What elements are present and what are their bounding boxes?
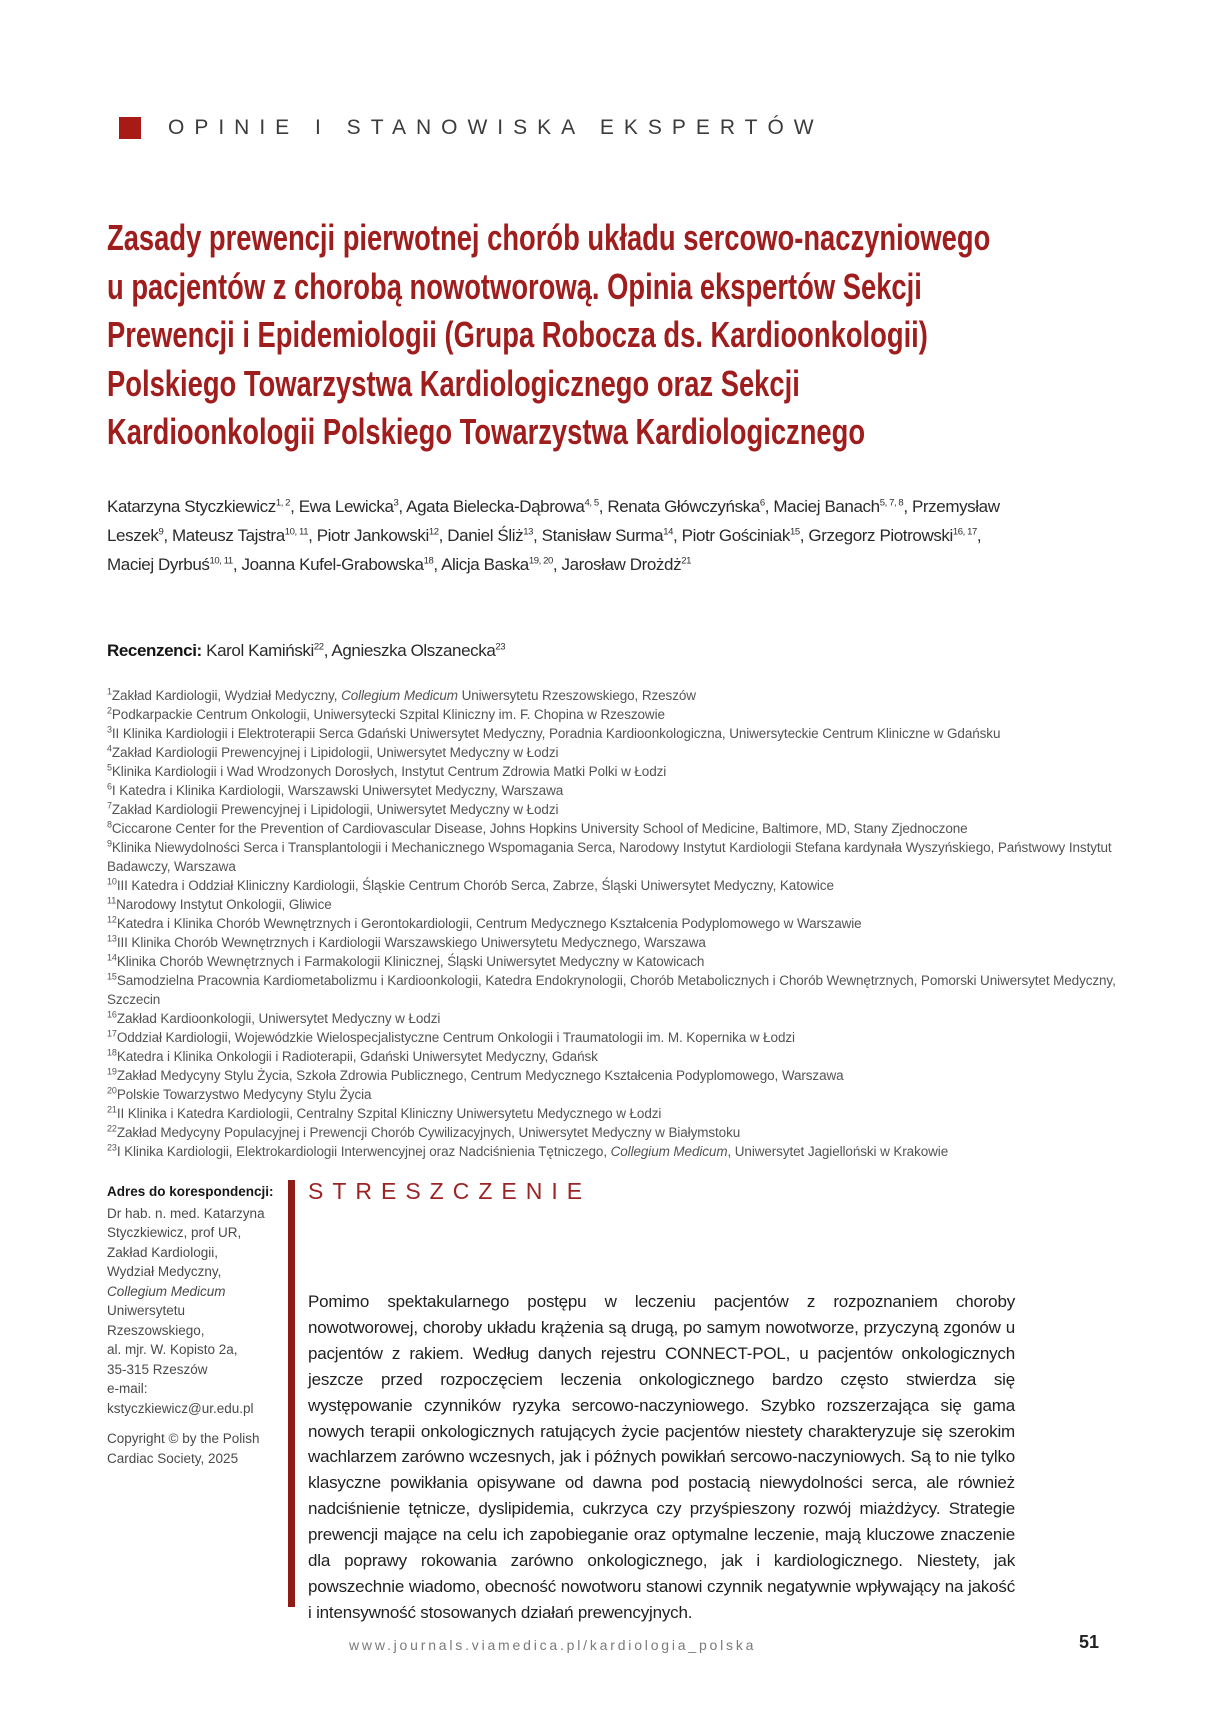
affiliation-item: $^4$Zakład Kardiologii Prewencyjnej i Lipidologii, Uniwersytet Medyczny w Łodzi (107, 743, 559, 760)
affiliation-number: 16 (107, 1009, 117, 1020)
affiliation-item: $^9$Klinika Niewydolności Serca i Transplantologii i Mechanicznego Wspomagania Serca, Narodowy Instytut Kardiologii Stefana kardynała Wyszyńskiego, Państwowy Instytut Badawczy, Warszawa (107, 838, 1112, 874)
person-name: Piotr Gościniak$^{15}$ (681, 526, 800, 545)
text-line: Wydział Medyczny, (107, 1264, 222, 1279)
affiliation-item: $^{10}$III Katedra i Oddział Kliniczny Kardiologii, Śląskie Centrum Chorób Serca, Zabrze, Śląski Uniwersytet Medyczny, Katowice (107, 876, 834, 893)
abstract-accent-bar (288, 1180, 295, 1607)
correspondence-heading: Adres do korespondencji: (107, 1184, 274, 1199)
affiliation-number: 19 (107, 1066, 117, 1077)
affiliation-item: $^7$Zakład Kardiologii Prewencyjnej i Lipidologii, Uniwersytet Medyczny w Łodzi (107, 800, 559, 817)
abstract-heading: STRESZCZENIE (308, 1178, 592, 1204)
affiliation-number: 5 (107, 762, 112, 773)
affiliation-item: $^6$I Katedra i Klinika Kardiologii, Warszawski Uniwersytet Medyczny, Warszawa (107, 781, 564, 798)
text-line: kstyczkiewicz@ur.edu.pl (107, 1400, 254, 1416)
affiliation-superscript: 16, 17 (952, 526, 977, 538)
affiliation-number: 22 (107, 1123, 117, 1134)
affiliation-superscript: 23 (495, 641, 506, 653)
person-name: Karol Kamiński$^{22}$ (206, 641, 324, 660)
affiliation-item: $^1$Zakład Kardiologii, Wydział Medyczny, Collegium Medicum Uniwersytetu Rzeszowskiego, Rzeszów (107, 686, 696, 703)
affiliation-item: $^{12}$Katedra i Klinika Chorób Wewnętrznych i Gerontokardiologii, Centrum Medycznego Kształcenia Podyplomowego w Warszawie (107, 914, 862, 931)
person-name: Maciej Banach$^{5, 7, 8}$ (773, 497, 904, 516)
affiliation-item: $^{17}$Oddział Kardiologii, Wojewódzkie Wielospecjalistyczne Centrum Onkologii i Traumatologii im. M. Kopernika w Łodzi (107, 1028, 795, 1045)
person-name: Grzegorz Piotrowski$^{16, 17}$ (808, 526, 977, 545)
section-marker-square-icon (119, 117, 141, 139)
affiliation-item: $^5$Klinika Kardiologii i Wad Wrodzonych Dorosłych, Instytut Centrum Zdrowia Matki Polki w Łodzi (107, 762, 667, 779)
affiliation-number: 17 (107, 1028, 117, 1039)
page-number: 51 (1079, 1632, 1100, 1652)
article-title (107, 214, 990, 457)
affiliation-number: 13 (107, 933, 117, 944)
italic-term: Collegium Medicum (107, 1283, 226, 1299)
affiliation-number: 14 (107, 952, 117, 963)
affiliation-number: 18 (107, 1047, 117, 1058)
text-line: Rzeszowskiego, (107, 1322, 205, 1338)
affiliation-superscript: 12 (428, 526, 439, 538)
affiliation-number: 8 (107, 819, 112, 830)
affiliation-item: $^{23}$I Klinika Kardiologii, Elektrokardiologii Interwencyjnej oraz Nadciśnienia Tętniczego, Collegium Medicum, Uniwersytet Jagielloński w Krakowie (107, 1142, 949, 1159)
reviewers-label: Recenzenci: (107, 641, 202, 660)
correspondence-block (107, 1182, 279, 1468)
section-kicker (119, 116, 824, 140)
affiliation-item: $^{13}$III Klinika Chorób Wewnętrznych i Kardiologii Warszawskiego Uniwersytetu Medycznego, Warszawa (107, 933, 706, 950)
person-name: Agata Bielecka-Dąbrowa$^{4, 5}$ (406, 497, 599, 516)
text-line: Uniwersytetu (107, 1303, 186, 1318)
affiliation-superscript: 21 (681, 555, 691, 567)
italic-term: Collegium Medicum (610, 1144, 728, 1159)
affiliation-item: $^{19}$Zakład Medycyny Stylu Życia, Szkoła Zdrowia Publicznego, Centrum Medycznego Kształcenia Podyplomowego, Warszawa (107, 1066, 844, 1083)
affiliation-item: $^2$Podkarpackie Centrum Onkologii, Uniwersytecki Szpital Kliniczny im. F. Chopina w Rzeszowie (107, 705, 665, 722)
reviewers-names: Karol Kamiński$^{22}$, Agnieszka Olszanecka$^{23}$ (206, 641, 506, 660)
text-line: al. mjr. W. Kopisto 2a, (107, 1342, 238, 1357)
authors-list: Katarzyna Styczkiewicz$^{1, 2}$, Ewa Lewicka$^3$, Agata Bielecka-Dąbrowa$^{4, 5}$, Renata Główczyńska$^6$, Maciej Banach$^{5, 7, 8}$, Przemysław Leszek$^9$, Mateusz Tajstra$^{10, 11}$, Piotr Jankowski$^{12}$, Daniel Śliż$^{13}$, Stanisław Surma$^{14}$, Piotr Gościniak$^{15}$, Grzegorz Piotrowski$^{16, 17}$, Maciej Dyrbuś$^{10, 11}$, Joanna Kufel-Grabowska$^{18}$, Alicja Baska$^{19, 20}$, Jarosław Drożdż$^{21}$ (107, 497, 1000, 574)
text-line: Zakład Kardiologii, (107, 1244, 219, 1260)
affiliations-list (107, 686, 1117, 1161)
affiliation-item: $^{20}$Polskie Towarzystwo Medycyny Stylu Życia (107, 1085, 372, 1102)
person-name: Piotr Jankowski$^{12}$ (316, 526, 439, 545)
reviewers-line (107, 641, 505, 661)
affiliation-superscript: 3 (393, 497, 399, 509)
italic-term: Collegium Medicum (341, 688, 458, 703)
person-name: Renata Główczyńska$^6$ (607, 497, 765, 516)
text-line: 35-315 Rzeszów (107, 1361, 208, 1377)
text-line: Kardioonkologii Polskiego Towarzystwa Kardiologicznego (107, 411, 866, 452)
text-line: Styczkiewicz, prof UR, (107, 1225, 242, 1240)
affiliation-number: 1 (107, 686, 112, 697)
person-name: Joanna Kufel-Grabowska$^{18}$ (241, 555, 434, 574)
person-name: Jarosław Drożdż$^{21}$ (561, 555, 691, 574)
section-kicker-label: OPINIE I STANOWISKA EKSPERTÓW (168, 116, 824, 139)
text-line: u pacjentów z chorobą nowotworową. Opinia ekspertów Sekcji (107, 265, 922, 307)
text-line (107, 1282, 279, 1302)
affiliation-number: 6 (107, 781, 112, 792)
person-name: Agnieszka Olszanecka$^{23}$ (331, 641, 506, 660)
copyright-note (107, 1429, 279, 1468)
correspondence-address (107, 1204, 279, 1419)
affiliation-item: $^{16}$Zakład Kardioonkologii, Uniwersytet Medyczny w Łodzi (107, 1009, 441, 1026)
affiliation-superscript: 15 (789, 526, 800, 538)
affiliation-item: $^{22}$Zakład Medycyny Populacyjnej i Prewencji Chorób Cywilizacyjnych, Uniwersytet Medyczny w Białymstoku (107, 1123, 741, 1140)
person-name: Katarzyna Styczkiewicz$^{1, 2}$ (107, 497, 291, 516)
affiliation-superscript: 14 (663, 526, 673, 538)
person-name: Przemysław Leszek$^9$ (107, 497, 1000, 545)
affiliation-number: 21 (107, 1104, 117, 1115)
text-line: Dr hab. n. med. Katarzyna (107, 1205, 265, 1221)
affiliation-superscript: 13 (523, 526, 533, 538)
affiliation-number: 10 (107, 876, 117, 887)
affiliation-number: 4 (107, 743, 112, 754)
affiliation-superscript: 4, 5 (584, 497, 599, 509)
text-line: Cardiac Society, 2025 (107, 1450, 239, 1466)
affiliation-number: 7 (107, 800, 112, 811)
person-name: Daniel Śliż$^{13}$ (447, 526, 533, 545)
text-line: Polskiego Towarzystwa Kardiologicznego oraz Sekcji (107, 362, 800, 404)
affiliation-superscript: 18 (423, 555, 434, 567)
affiliation-superscript: 6 (759, 497, 765, 509)
affiliation-item: $^{11}$Narodowy Instytut Onkologii, Gliwice (107, 895, 332, 912)
affiliation-superscript: 10, 11 (284, 526, 309, 538)
affiliation-item: $^8$Ciccarone Center for the Prevention of Cardiovascular Disease, Johns Hopkins University School of Medicine, Baltimore, MD, Stany Zjednoczone (107, 819, 968, 836)
affiliation-number: 23 (107, 1142, 117, 1153)
person-name: Ewa Lewicka$^3$ (298, 497, 399, 516)
affiliation-superscript: 9 (158, 526, 164, 538)
affiliation-item: $^3$II Klinika Kardiologii i Elektroterapii Serca Gdański Uniwersytet Medyczny, Poradnia Kardioonkologiczna, Uniwersyteckie Centrum Kliniczne w Gdańsku (107, 724, 1001, 741)
affiliation-superscript: 5, 7, 8 (879, 497, 904, 509)
affiliation-superscript: 1, 2 (275, 497, 291, 509)
journal-url: www.journals.viamedica.pl/kardiologia_polska (349, 1637, 757, 1653)
affiliation-item: $^{18}$Katedra i Klinika Onkologii i Radioterapii, Gdański Uniwersytet Medyczny, Gdańsk (107, 1047, 598, 1064)
text-line: Copyright © by the Polish (107, 1431, 260, 1446)
text-line: Zasady prewencji pierwotnej chorób układu sercowo-naczyniowego (107, 217, 991, 258)
person-name: Mateusz Tajstra$^{10, 11}$ (172, 526, 309, 545)
affiliation-superscript: 22 (313, 641, 324, 653)
affiliation-number: 2 (107, 705, 112, 716)
affiliation-item: $^{21}$II Klinika i Katedra Kardiologii, Centralny Szpital Kliniczny Uniwersytetu Medycznego w Łodzi (107, 1104, 662, 1121)
person-name: Stanisław Surma$^{14}$ (541, 526, 673, 545)
affiliation-number: 15 (107, 971, 117, 982)
affiliation-item: $^{14}$Klinika Chorób Wewnętrznych i Farmakologii Klinicznej, Śląski Uniwersytet Medyczny w Katowicach (107, 952, 705, 969)
affiliation-number: 9 (107, 838, 112, 849)
text-line: Prewencji i Epidemiologii (Grupa Robocza ds. Kardioonkologii) (107, 314, 928, 355)
affiliation-number: 12 (107, 914, 117, 925)
affiliation-superscript: 19, 20 (528, 555, 553, 567)
person-name: Alicja Baska$^{19, 20}$ (441, 555, 553, 574)
affiliation-superscript: 10, 11 (209, 555, 233, 567)
abstract-text: Pomimo spektakularnego postępu w leczeniu pacjentów z rozpoznaniem choroby nowotworowej, choroby układu krążenia są drugą, po samym nowotworze, przyczyną zgonów u pacjentów z rakiem. Według danych rejestru CONNECT-POL, u pacjentów onkologicznych jeszcze przed rozpoczęciem leczenia onkologicznego bardzo często stwierdza się występowanie czynników ryzyka sercowo-naczyniowego. Szybko rozszerzająca się gama nowych terapii onkologicznych ratujących życie pacjentów niestety charakteryzuje się szerokim wachlarzem zarówno wczesnych, jak i późnych powikłań sercowo-naczyniowych. Są to nie tylko klasyczne powikłania opisywane od dawna pod postacią niewydolności serca, ale również nadciśnienie tętnicze, dyslipidemia, cukrzyca czy przyśpieszony rozwój miażdżycy. Strategie prewencji mające na celu ich zapobieganie oraz optymalne leczenie, mają kluczowe znaczenie dla poprawy rokowania zarówno onkologicznego, jak i kardiologicznego. Niestety, jak powszechnie wiadomo, obecność nowotworu stanowi czynnik negatywnie wpływający na jakość i intensywność stosowanych działań prewencyjnych. (308, 1292, 1015, 1622)
affiliation-item: $^{15}$Samodzielna Pracownia Kardiometabolizmu i Kardioonkologii, Katedra Endokrynologii, Chorób Metabolicznych i Chorób Wewnętrznych, Pomorski Uniwersytet Medyczny, Szczecin (107, 971, 1116, 1007)
person-name: Maciej Dyrbuś$^{10, 11}$ (107, 555, 233, 574)
affiliation-number: 3 (107, 724, 112, 735)
affiliation-number: 11 (107, 895, 117, 906)
affiliation-number: 20 (107, 1085, 117, 1096)
text-line: e-mail: (107, 1381, 148, 1396)
